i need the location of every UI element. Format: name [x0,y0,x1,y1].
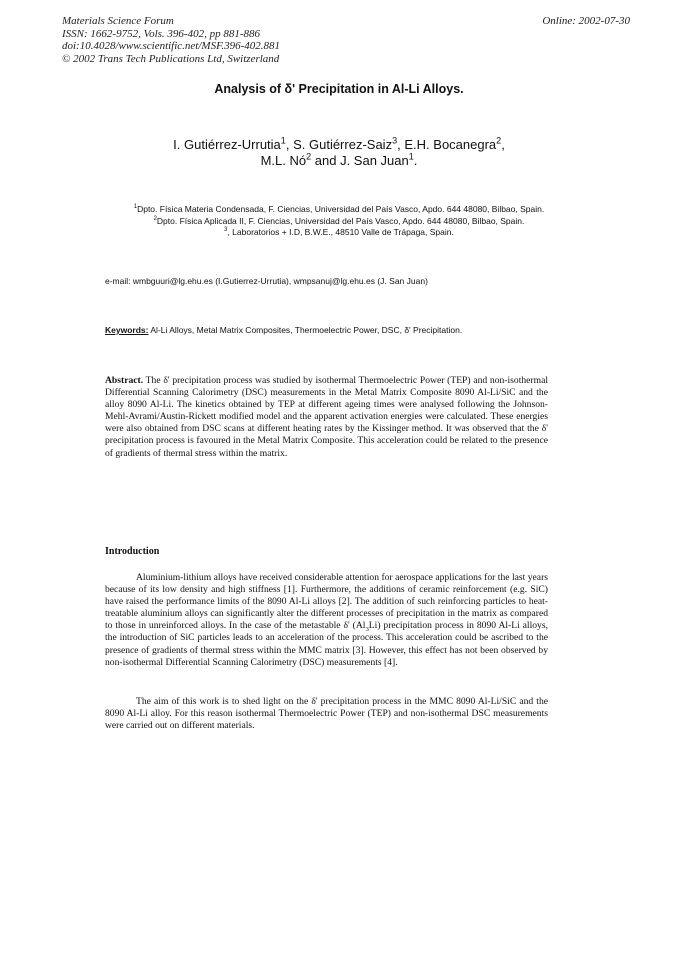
email-line[interactable]: e-mail: wmbguuri@lg.ehu.es (I.Gutierrez-Urrutia), wmpsanuj@lg.ehu.es (J. San Juan) [105,276,428,286]
author-line-2 [0,153,678,169]
introduction-paragraph-2: The aim of this work is to shed light on the δ' precipitation process in the MMC 8090 Al-Li/SiC and the 8090 Al-Li alloy. For this reason isothermal Thermoelectric Power (TEP) and non-isothermal DSC measurements were carried out on different materials. [105,696,548,732]
affiliation-number: 1 [133,204,138,211]
journal-name: Materials Science Forum [62,15,174,27]
separator: , [397,137,405,152]
affiliation-marker: 2 [306,151,312,162]
keywords-label: Keywords: [105,325,149,335]
separator: , [501,137,505,152]
abstract-text: The δ' precipitation process was studied by isothermal Thermoelectric Power (TEP) and non-isothermal Differential Scanning Calorimetry (DSC) measurements in the Metal Matrix Composite 8090 Al-Li/SiC and the alloy 8090 Al-Li. The kinetics obtained by TEP at different ageing times were analysed following the Johnson-Mehl-Avrami/Austin-Rickett modified model and the apparent activation energies were calculated. These energies were also obtained from DSC scans at different heating rates by the Kissinger method. It was observed that the δ' precipitation process is favoured in the Metal Matrix Composite. This acceleration could be related to the presence of gradients of thermal stress within the matrix. [105,375,548,459]
keywords-text: Al-Li Alloys, Metal Matrix Composites, Thermoelectric Power, DSC, δ' Precipitation. [148,325,463,335]
issn-line: ISSN: 1662-9752, Vols. 396-402, pp 881-886 [62,27,260,40]
affiliation-marker: 3 [392,135,398,146]
affiliation-text: , Laboratorios + I.D, B.W.E., 48510 Valle de Trápaga, Spain. [227,227,454,237]
author-list [0,137,678,169]
affiliation-number: 2 [153,215,157,222]
affiliation-3 [80,227,598,239]
author-name: E.H. Bocanegra [404,137,497,152]
author-name: S. Gutiérrez-Saiz [293,137,393,152]
copyright-line: © 2002 Trans Tech Publications Ltd, Switzerland [62,52,280,65]
separator: . [413,153,418,168]
affiliations [80,204,598,239]
affiliation-marker: 1 [408,151,414,162]
author-name: I. Gutiérrez-Urrutia [173,137,281,152]
affiliation-text: Dpto. Física Materia Condensada, F. Ciencias, Universidad del País Vasco, Apdo. 644 48080, Bilbao, Spain. [137,204,545,214]
author-line-1 [0,137,678,153]
subscript: 3 [365,626,369,634]
journal-header [62,15,280,65]
affiliation-number: 3 [224,227,228,234]
keywords-line [105,325,605,335]
online-date: Online: 2002-07-30 [542,15,630,27]
doi-line[interactable]: doi:10.4028/www.scientific.net/MSF.396-402.881 [62,40,281,52]
author-name: M.L. Nó [260,153,307,168]
abstract [105,375,548,460]
author-name: J. San Juan [340,153,409,168]
abstract-label: Abstract. [105,375,144,386]
affiliation-marker: 1 [280,135,286,146]
affiliation-1 [80,204,598,216]
separator: and [311,153,341,168]
affiliation-text: Dpto. Física Aplicada II, F. Ciencias, Universidad del País Vasco, Apdo. 644 48080, Bilbao, Spain. [156,215,525,226]
paragraph-text: Li) precipitation process in 8090 Al-Li alloys, the introduction of SiC particles leads to an acceleration of the process. This acceleration could be ascribed to the presence of gradients of thermal stress within the MMC matrix [3]. However, this effect has not been observed by non-isothermal Differential Scanning Calorimetry (DSC) measurements [4]. [105,620,548,668]
affiliation-2 [80,216,598,228]
affiliation-marker: 2 [496,135,502,146]
introduction-paragraph-1 [105,572,548,669]
separator: , [285,137,294,152]
section-heading-introduction: Introduction [105,546,160,557]
paper-title: Analysis of δ' Precipitation in Al-Li Alloys. [214,82,464,96]
paragraph-text: Aluminium-lithium alloys have received considerable attention for aerospace applications for the last years because of its low density and high stiffness [1]. Furthermore, the additions of ceramic reinforcement (e.g. SiC) have raised the performance limits of the 8090 Al-Li alloys [2]. The addition of such reinforcing particles to heat-treatable aluminium alloys can significantly alter the different processes of precipitation in the matrix as compared to those in unreinforced alloys. In the case of the metastable δ' (Al [105,572,548,632]
